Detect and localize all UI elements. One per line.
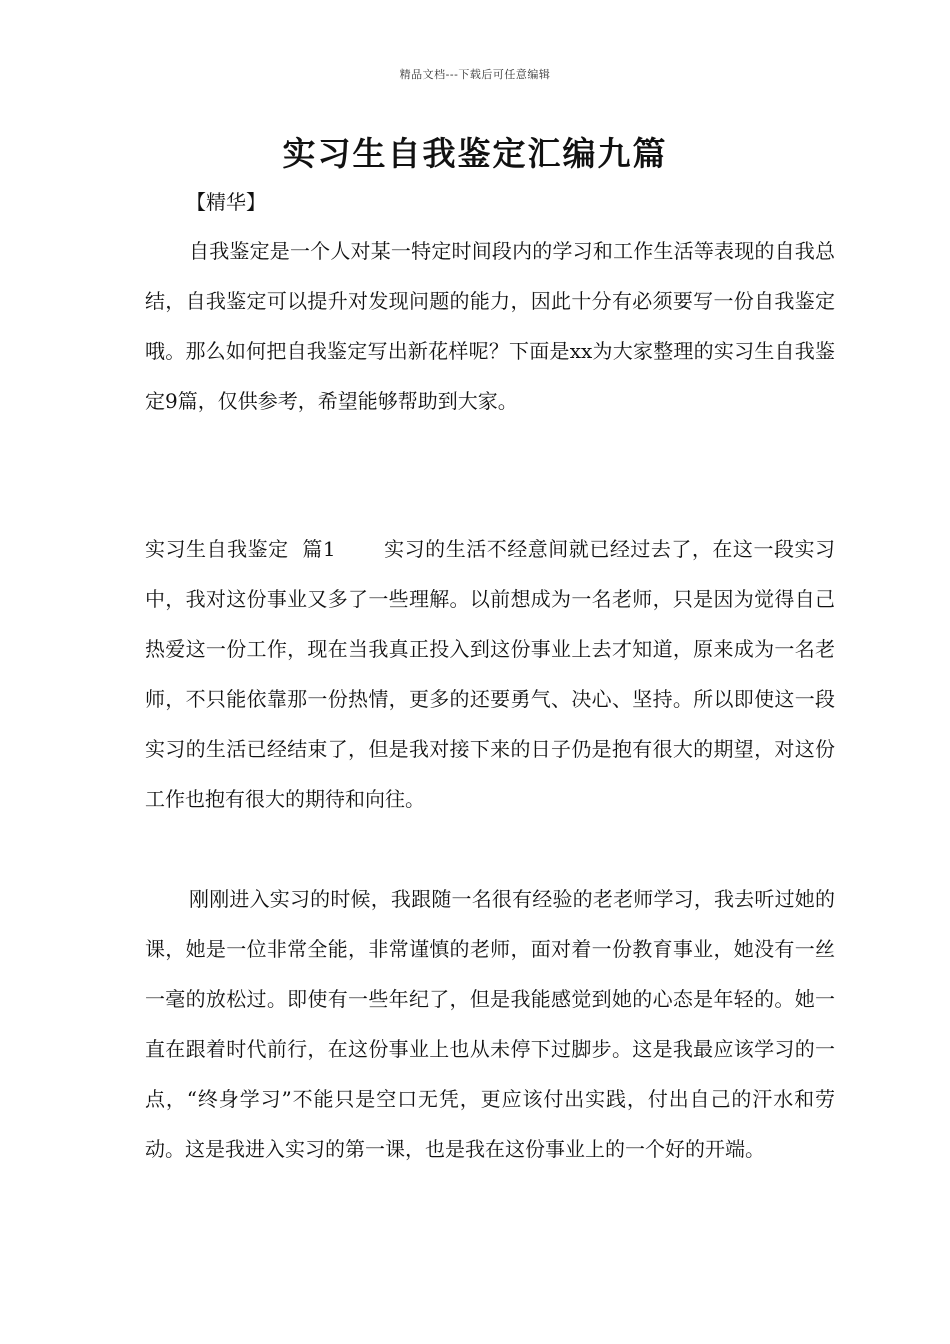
section-1-title: 实习生自我鉴定 篇1 (145, 537, 336, 561)
section-1-paragraph-1-text: 实习的生活不经意间就已经过去了，在这一段实习中，我对这份事业又多了一些理解。以前想成为一名老师，只是因为觉得自己热爱这一份工作，现在当我真正投入到这份事业上去才知道，原来成为一名老师，不只能依靠那一份热情，更多的还要勇气、决心、坚持。所以即使这一段实习的生活已经结束了，但是我对接下来的日子仍是抱有很大的期望，对这份工作也抱有很大的期待和向往。 (145, 537, 836, 811)
intro-paragraph: 自我鉴定是一个人对某一特定时间段内的学习和工作生活等表现的自我总结，自我鉴定可以提升对发现问题的能力，因此十分有必须要写一份自我鉴定哦。那么如何把自我鉴定写出新花样呢？下面是xx为大家整理的实习生自我鉴定9篇，仅供参考，希望能够帮助到大家。 (145, 239, 835, 413)
document-title: 实习生自我鉴定汇编九篇 (282, 134, 668, 173)
header-note: 精品文档---下载后可任意编辑 (399, 68, 551, 81)
section-1-paragraph-2: 刚刚进入实习的时候，我跟随一名很有经验的老老师学习，我去听过她的课，她是一位非常全能，非常谨慎的老师，面对着一份教育事业，她没有一丝一毫的放松过。即使有一些年纪了，但是我能感觉到她的心态是年轻的。她一直在跟着时代前行，在这份事业上也从未停下过脚步。这是我最应该学习的一点，“终身学习”不能只是空口无凭，更应该付出实践，付出自己的汗水和劳动。这是我进入实习的第一课，也是我在这份事业上的一个好的开端。 (145, 887, 835, 1161)
document-tag: 【精华】 (186, 190, 266, 214)
section-1-paragraph-1 (145, 524, 835, 824)
